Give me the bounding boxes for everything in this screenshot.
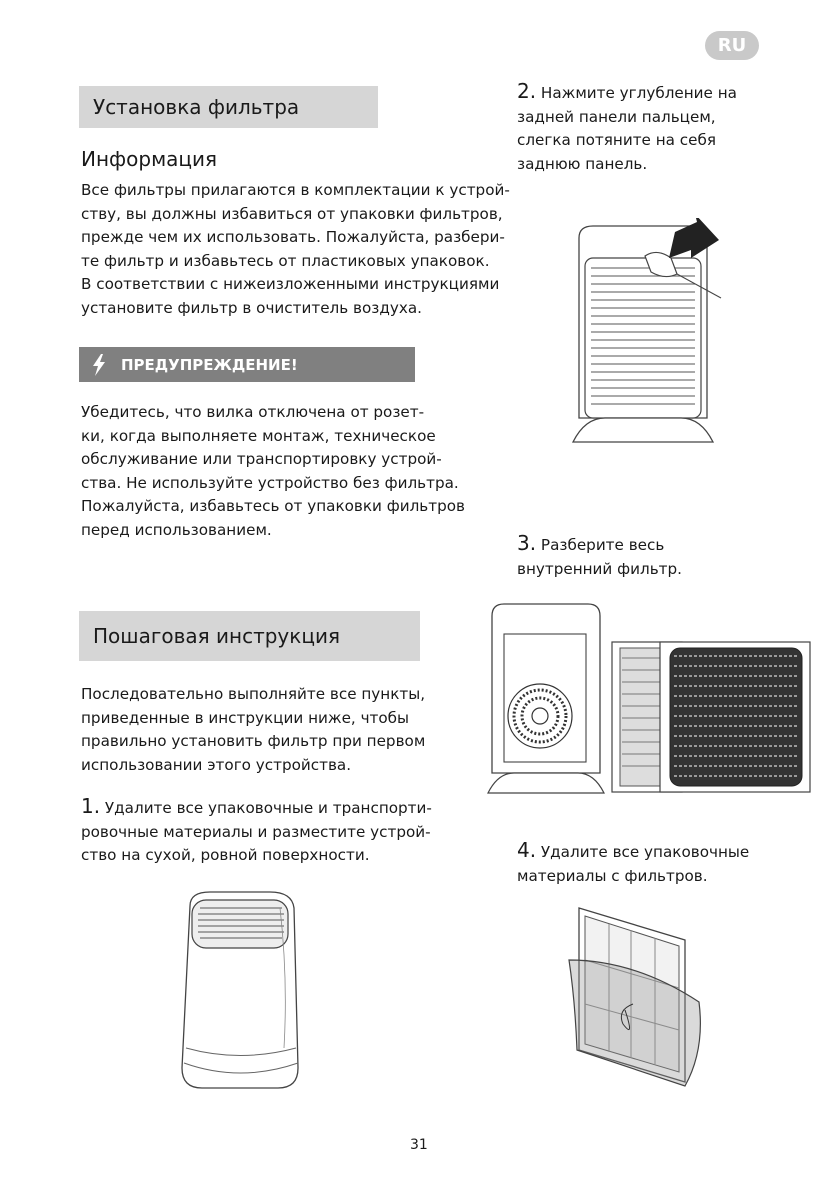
warning-line: Убедитесь, что вилка отключена от розет- (81, 403, 425, 421)
step-number: 1. (81, 794, 101, 818)
language-badge: RU (705, 31, 759, 60)
step-line: ровочные материалы и разместите устрой- (81, 822, 431, 841)
intro-line: использовании этого устройства. (81, 755, 352, 774)
step-4 (517, 839, 817, 888)
info-heading: Информация (81, 147, 218, 171)
disassembled-filter-illustration (484, 598, 814, 798)
info-line: те фильтр и избавьтесь от пластиковых упаковок. (81, 251, 490, 270)
section-title-text: Пошаговая инструкция (93, 624, 340, 648)
warning-line: ки, когда выполняете монтаж, техническое (81, 426, 436, 445)
info-paragraph (81, 179, 511, 320)
warning-line: обслуживание или транспортировку устрой- (81, 450, 442, 468)
warning-paragraph (81, 401, 511, 542)
step-number: 2. (517, 79, 537, 103)
step-number: 3. (517, 531, 537, 555)
info-line: В соответствии с нижеизложенными инструкциями (81, 275, 500, 293)
step-number: 4. (517, 838, 537, 862)
page-number: 31 (410, 1137, 428, 1153)
step-1 (81, 795, 511, 868)
step-line: Нажмите углубление на (540, 84, 737, 102)
step-line: ство на сухой, ровной поверхности. (81, 846, 370, 864)
back-panel-illustration (565, 218, 725, 450)
warning-banner (79, 347, 415, 382)
lightning-icon (91, 354, 107, 376)
air-purifier-illustration (170, 888, 310, 1098)
step-3 (517, 532, 817, 581)
step-line: задней панели пальцем, (517, 107, 716, 126)
section-title-filter-install (79, 86, 378, 128)
step-line: внутренний фильтр. (517, 559, 682, 578)
intro-line: Последовательно выполняйте все пункты, (81, 685, 426, 703)
intro-line: правильно установить фильтр при первом (81, 732, 426, 750)
intro-paragraph (81, 683, 511, 777)
intro-line: приведенные в инструкции ниже, чтобы (81, 708, 410, 727)
section-title-step-guide (79, 611, 420, 661)
section-title-text: Установка фильтра (93, 95, 300, 119)
step-2 (517, 80, 817, 176)
step-line: Удалите все упаковочные (540, 843, 750, 861)
info-line: прежде чем их использовать. Пожалуйста, разбери- (81, 228, 505, 246)
step-line: Удалите все упаковочные и транспорти- (104, 799, 432, 817)
warning-line: Пожалуйста, избавьтесь от упаковки фильтров (81, 497, 465, 515)
info-line: установите фильтр в очиститель воздуха. (81, 298, 422, 317)
filter-packaging-illustration (565, 900, 715, 1090)
step-line: заднюю панель. (517, 154, 648, 173)
step-line: Разберите весь (540, 536, 665, 554)
warning-line: ства. Не используйте устройство без фильтра. (81, 473, 459, 492)
step-line: слегка потяните на себя (517, 131, 716, 149)
info-line: Все фильтры прилагаются в комплектации к устрой- (81, 181, 510, 199)
warning-title: ПРЕДУПРЕЖДЕНИЕ! (121, 355, 298, 374)
step-line: материалы с фильтров. (517, 866, 708, 885)
warning-line: перед использованием. (81, 520, 272, 539)
info-line: ству, вы должны избавиться от упаковки фильтров, (81, 204, 503, 223)
